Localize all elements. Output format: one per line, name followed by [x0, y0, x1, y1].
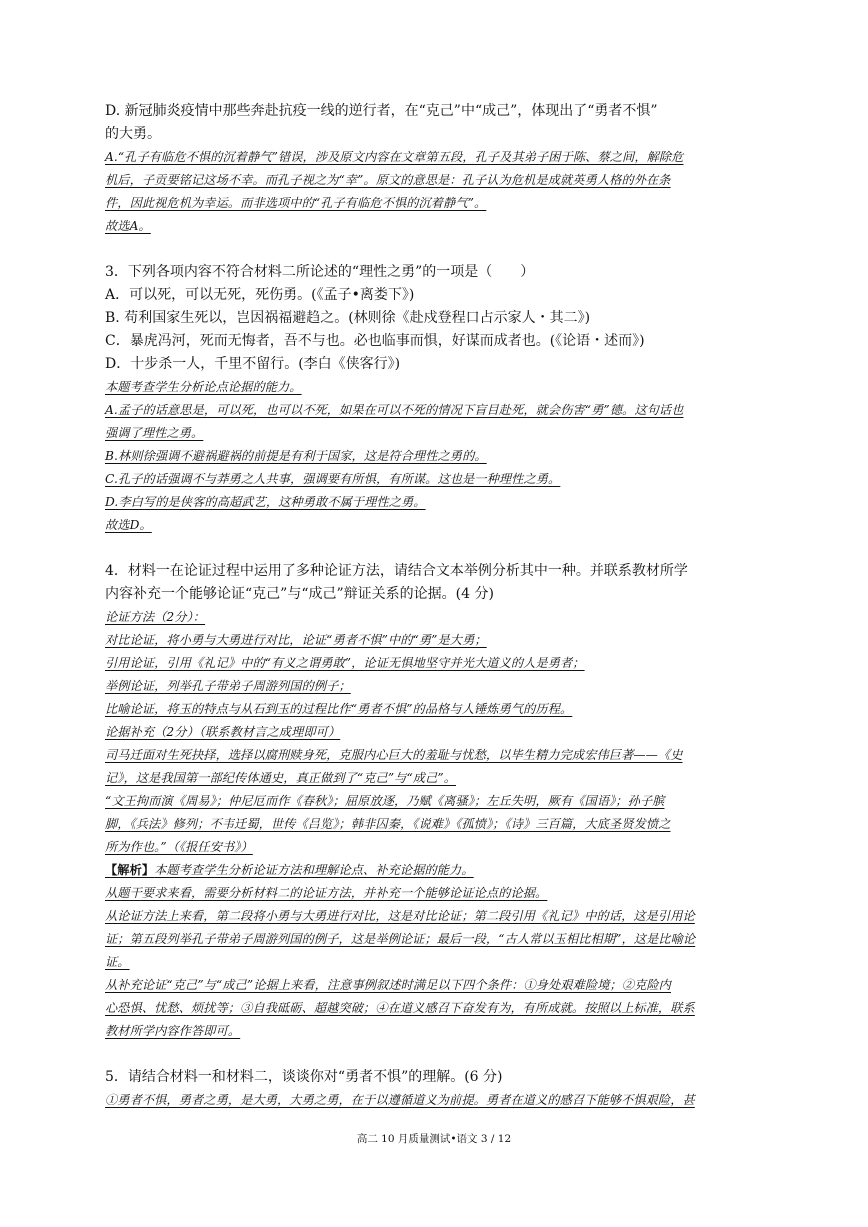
q3-stem: 3．下列各项内容不符合材料二所论述的“理性之勇”的一项是（ ）: [105, 264, 535, 280]
q4-answer-line7: 司马迁面对生死抉择，选择以腐刑赎身死，克服内心巨大的羞耻与忧愁，以毕生精力完成宏伟巨著——《史: [105, 748, 683, 762]
q4-answer-line2: 对比论证，将小勇与大勇进行对比，论证“勇者不惧”中的“勇”是大勇；: [105, 633, 487, 647]
q2-answer-line3: 件，因此视危机为幸运。而非选项中的“孔子有临危不惧的沉着静气”。: [105, 196, 487, 210]
q4-analysis-text1: 本题考查学生分析论证方法和理解论点、补充论据的能力。: [154, 863, 474, 877]
q4-answer-line8: 记》，这是我国第一部纪传体通史，真正做到了“克己”与“成己”。: [105, 771, 456, 785]
q4-analysis-line6: 从补充论证“克己”与“成己”论据上来看，注意事例叙述时满足以下四个条件：①身处艰难险境；②克险内: [105, 978, 671, 992]
q5-answer-line1: ①勇者不惧，勇者之勇，是大勇，大勇之勇，在于以遵循道义为前提。勇者在道义的感召下能够不惧艰险，甚: [105, 1093, 695, 1107]
q2-option-d-line2: 的大勇。: [105, 126, 161, 142]
q4-answer-line5: 比喻论证，将玉的特点与从石到玉的过程比作“勇者不惧”的品格与人锤炼勇气的历程。: [105, 702, 573, 716]
q4-answer-line9: “文王拘而演《周易》；仲尼厄而作《春秋》；屈原放逐，乃赋《离骚》；左丘失明，厥有《国语》；孙子膑: [105, 794, 665, 808]
q3-option-d: D．十步杀一人，千里不留行。(李白《侠客行》): [105, 356, 401, 372]
q2-answer-line4: 故选A。: [105, 219, 151, 233]
q2-answer-line2: 机后，子贡要铭记这场不幸。而孔子视之为“幸”。原文的意思是：孔子认为危机是成就英勇人格的外在条: [105, 173, 671, 187]
q3-option-b: B. 苟利国家生死以，岂因祸福避趋之。(林则徐《赴戍登程口占示家人・其二》): [105, 310, 591, 326]
q3-option-a: A．可以死，可以无死，死伤勇。(《孟子•离娄下》): [105, 287, 415, 303]
q4-analysis-line2: 从题干要求来看，需要分析材料二的论证方法，并补充一个能够论证论点的论据。: [105, 886, 548, 900]
q3-option-c: C．暴虎冯河，死而无悔者，吾不与也。必也临事而惧，好谋而成者也。(《论语・述而》): [105, 333, 645, 349]
page-content: [105, 100, 767, 1112]
q4-analysis-line1: [105, 859, 767, 882]
q4-stem-line1: 4．材料一在论证过程中运用了多种论证方法，请结合文本举例分析其中一种。并联系教材所学: [105, 563, 688, 579]
q4-analysis-line3: 从论证方法上来看，第二段将小勇与大勇进行对比，这是对比论证；第二段引用《礼记》中的话，这是引用论: [105, 909, 695, 923]
q4-analysis-line8: 教材所学内容作答即可。: [105, 1024, 241, 1038]
q4-analysis-line4: 证；第五段列举孔子带弟子周游列国的例子，这是举例论证；最后一段，“古人常以玉相比相期”，这是比喻论: [105, 932, 696, 946]
q4-answer-line1: 论证方法（2分）：: [105, 610, 206, 624]
q3-answer-line3: 强调了理性之勇。: [105, 426, 204, 440]
q2-option-d-line1: D. 新冠肺炎疫情中那些奔赴抗疫一线的逆行者，在“克己”中“成己”，体现出了“勇者不惧”: [105, 103, 658, 119]
q4-answer-line6: 论据补充（2分）（联系教材言之成理即可）: [105, 725, 341, 739]
q5-stem: 5．请结合材料一和材料二，谈谈你对“勇者不惧”的理解。(6 分): [105, 1069, 503, 1085]
analysis-tag: 【解析】: [105, 863, 155, 877]
q4-analysis-line5: 证。: [105, 955, 130, 969]
q4-answer-line4: 举例论证，列举孔子带弟子周游列国的例子；: [105, 679, 351, 693]
q4-analysis-line7: 心恐惧、忧愁、烦扰等；③自我砥砺、超越突破；④在道义感召下奋发有为，有所成就。按照以上标准，联系: [105, 1001, 695, 1015]
q2-answer-line1: A.“孔子有临危不惧的沉着静气”错误，涉及原文内容在文章第五段，孔子及其弟子困于陈、蔡之间，解除危: [105, 150, 684, 164]
q4-stem-line2: 内容补充一个能够论证“克己”与“成己”辩证关系的论据。(4 分): [105, 586, 494, 602]
q3-answer-line4: B.林则徐强调不避祸避祸的前提是有利于国家，这是符合理性之勇的。: [105, 449, 487, 463]
page-footer: 高二 10 月质量测试•语文 3 / 12: [356, 1133, 512, 1145]
q3-answer-line5: C.孔子的话强调不与莽勇之人共事，强调要有所惧，有所谋。这也是一种理性之勇。: [105, 472, 561, 486]
q3-answer-line7: 故选D。: [105, 518, 152, 532]
q3-answer-line6: D.李白写的是侠客的高超武艺，这种勇敢不属于理性之勇。: [105, 495, 426, 509]
q4-answer-line11: 所为作也。”（《报任安书》）: [105, 840, 253, 854]
q4-answer-line10: 脚，《兵法》修列；不韦迁蜀，世传《吕览》；韩非囚秦，《说难》《孤愤》；《诗》三百篇，大底圣贤发愤之: [105, 817, 671, 831]
q3-answer-line1: 本题考查学生分析论点论据的能力。: [105, 380, 302, 394]
q3-answer-line2: A.孟子的话意思是，可以死，也可以不死，如果在可以不死的情况下盲目赴死，就会伤害“勇”德。这句话也: [105, 403, 684, 417]
q4-answer-line3: 引用论证，引用《礼记》中的“有义之谓勇敢”，论证无惧地坚守并光大道义的人是勇者；: [105, 656, 585, 670]
